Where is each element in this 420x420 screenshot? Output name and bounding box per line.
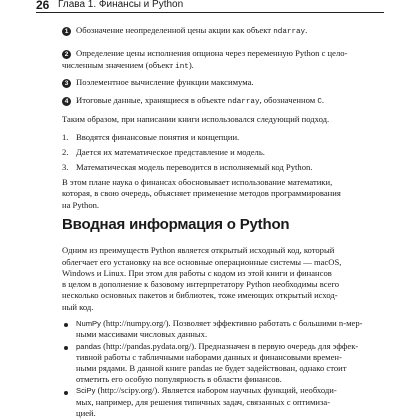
header-rule — [36, 12, 384, 13]
callout-2-line-1: Определение цены исполнения опциона через переменную Python с цело- — [76, 48, 348, 59]
conclusion-line-1: В этом плане наука о финансах обосновывает использование математики, — [62, 177, 333, 188]
section-paragraph-line-6: ный код. — [62, 301, 94, 312]
package-url[interactable]: (http://scipy.org/) — [97, 385, 158, 396]
bullet-scipy-line-3: цией. — [76, 407, 96, 418]
step-number-3: 3. — [62, 161, 69, 172]
bullet-pandas-line-4: отметить его особую популярность в области финансов. — [76, 374, 282, 385]
conclusion-line-2: которая, в свою очередь, объясняет применение методов программирования — [62, 188, 341, 199]
bullet-dot — [64, 346, 68, 350]
callout-marker-2: 2 — [62, 50, 71, 59]
bullet-numpy-line-1: NumPy (http://numpy.org/). Позволяет эффективно работать с большими n-мер- — [76, 318, 363, 328]
bullet-pandas-line-3: ными рядами. В данной книге pandas не будет задействован, однако стоит — [76, 363, 347, 373]
bullet-dot — [64, 391, 68, 395]
bullet-dot — [64, 323, 68, 327]
callout-marker-1: 1 — [62, 27, 71, 36]
section-paragraph-line-5: несколько основных пакетов и библиотек, тоже имеющих открытый исход- — [62, 290, 338, 301]
callout-4-text: Итоговые данные, хранящиеся в объекте ndarray, обозначенном C. — [76, 95, 325, 107]
callout-marker-3: 3 — [62, 79, 71, 88]
callout-1-text: Обозначение неопределенной цены акции как объект ndarray. — [76, 25, 308, 37]
intro-paragraph: Таким образом, при написании книги использовался следующий подход. — [62, 114, 330, 125]
step-number-1: 1. — [62, 132, 69, 143]
bullet-numpy-line-2: ными массивами числовых данных. — [76, 329, 208, 340]
package-name: SciPy — [76, 386, 96, 396]
package-url[interactable]: (http://pandas.pydata.org/) — [103, 340, 195, 351]
chapter-title: Глава 1. Финансы и Python — [58, 0, 184, 10]
callout-marker-4: 4 — [62, 97, 71, 106]
running-header — [0, 0, 420, 14]
step-text-1: Вводятся финансовые понятия и концепции. — [76, 132, 240, 143]
bullet-pandas-line-2: тивной работы с табличными наборами данных и финансовыми времен- — [76, 351, 342, 362]
section-paragraph-line-1: Одним из преимуществ Python является открытый исходный код, который — [62, 245, 335, 256]
bullet-scipy-line-1: SciPy (http://scipy.org/). Является набором научных функций, необходи- — [76, 385, 337, 396]
section-paragraph-line-4: в целом в дополнение к базовому интерпретатору Python необходимы всего — [62, 279, 340, 290]
section-paragraph-line-3: Windows и Linux. При этом для работы с кодом из этой книги и финансов — [62, 267, 332, 278]
page-number: 26 — [36, 0, 50, 12]
package-name: pandas — [76, 341, 101, 351]
callout-3-text: Поэлементное вычисление функции максимума. — [76, 76, 254, 87]
bullet-scipy-line-2: мых, например, для решения типичных задач, связанных с оптимиза- — [76, 396, 331, 407]
step-text-3: Математическая модель переводится в исполняемый код Python. — [76, 161, 313, 172]
section-paragraph-line-2: облегчает его установку на все основные операционные системы — macOS, — [62, 256, 342, 267]
step-text-2: Дается их математическое представление и модель. — [76, 146, 265, 157]
bullet-pandas-line-1: pandas (http://pandas.pydata.org/). Предназначен в первую очередь для эффек- — [76, 340, 359, 351]
callout-2-line-2: численным значением (объект int). — [62, 59, 194, 71]
conclusion-line-3: на Python. — [62, 199, 100, 210]
package-name: NumPy — [76, 319, 101, 328]
section-heading: Вводная информация о Python — [62, 216, 290, 233]
step-number-2: 2. — [62, 146, 69, 157]
package-url[interactable]: (http://numpy.org/) — [103, 318, 169, 328]
